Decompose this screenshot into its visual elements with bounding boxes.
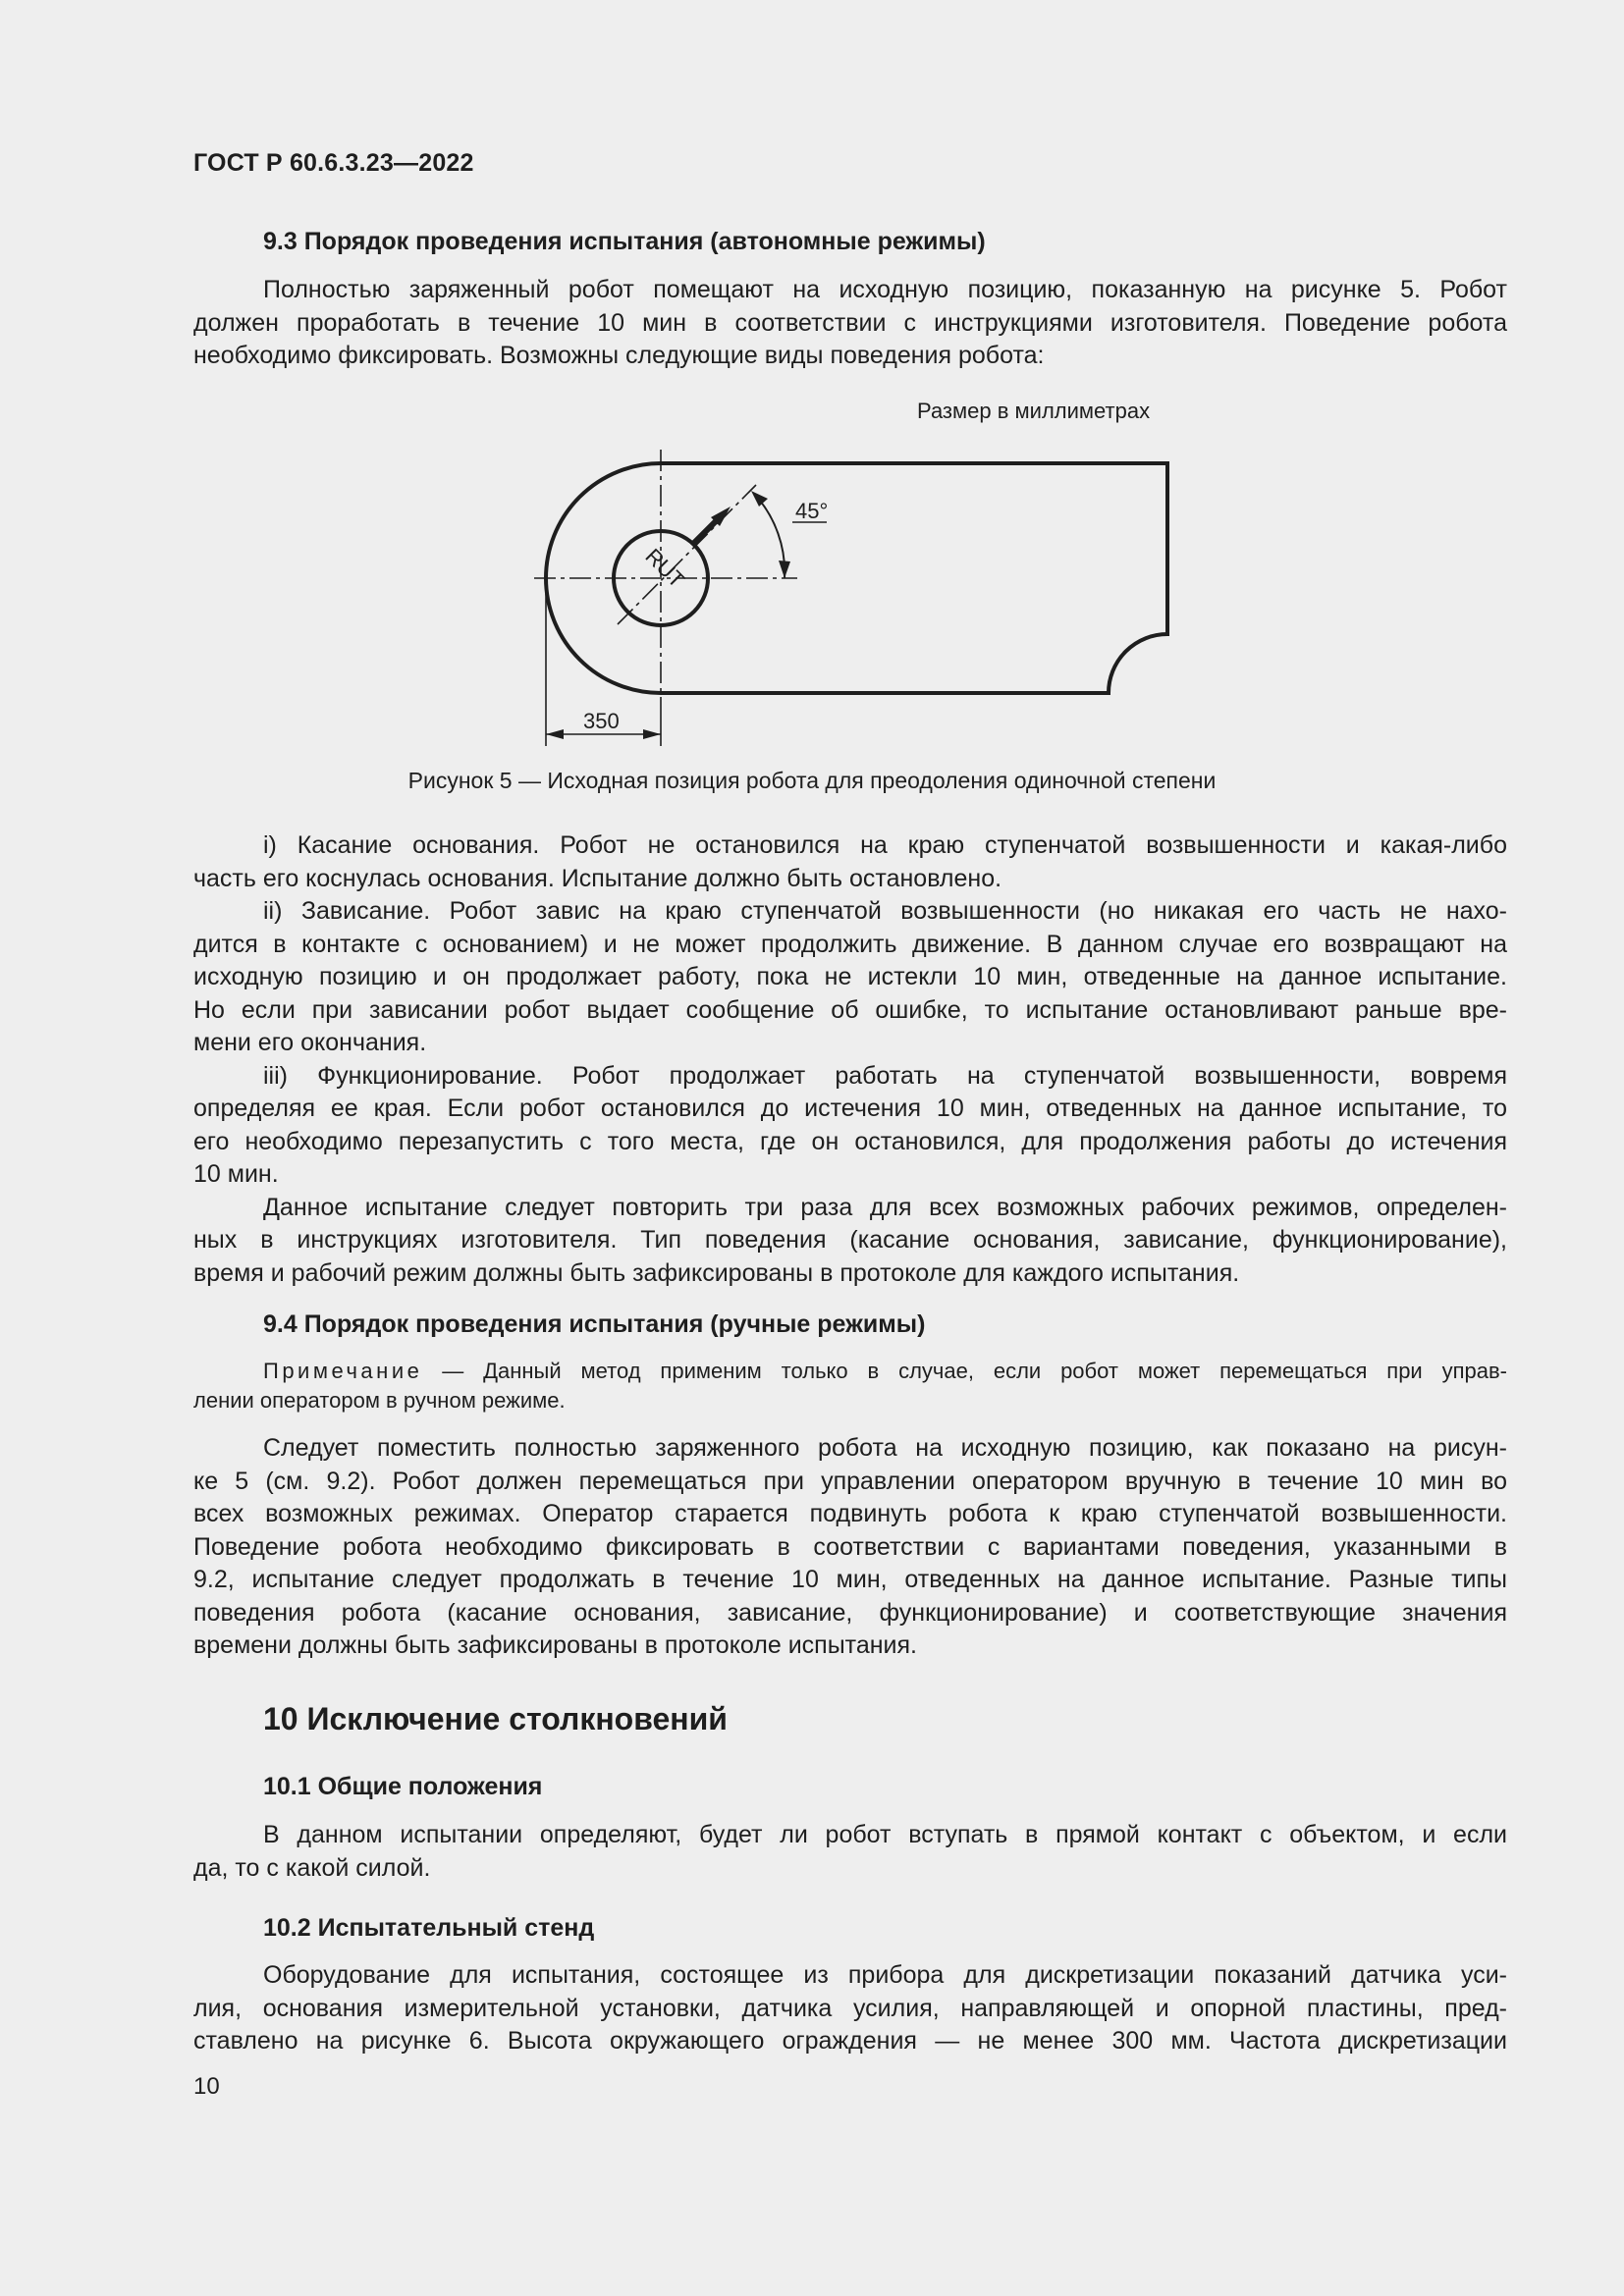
text-line: В данном испытании определяют, будет ли робот вступать в прямой контакт с объектом, и если bbox=[263, 1821, 1507, 1848]
text-line: 10 мин. bbox=[193, 1160, 279, 1188]
text-line: ставлено на рисунке 6. Высота окружающего ограждения — не менее 300 мм. Частота дискретизации bbox=[193, 2027, 1507, 2055]
text-line: i) Касание основания. Робот не остановился на краю ступенчатой возвышенности и какая-либо bbox=[263, 831, 1507, 859]
text-line bbox=[193, 1357, 1507, 1386]
dimension-arrow-right bbox=[643, 729, 661, 739]
text-line: времени должны быть зафиксированы в протоколе испытания. bbox=[193, 1631, 917, 1659]
text-line: часть его коснулась основания. Испытание должно быть остановлено. bbox=[193, 864, 1002, 892]
section-10-title: 10 Исключение столкновений bbox=[263, 1701, 728, 1736]
dimension-label: 350 bbox=[583, 709, 620, 733]
text-line: поведения робота (касание основания, зависание, функционирование) и соответствующие значения bbox=[193, 1598, 1507, 1627]
text-line: мени его окончания. bbox=[193, 1029, 427, 1056]
angle-arc bbox=[755, 495, 785, 578]
note-text: — Данный метод применим только в случае, если робот может перемещаться при управ- bbox=[422, 1359, 1507, 1383]
text-line: должен проработать в течение 10 мин в соответствии с инструкциями изготовителя. Поведение робота bbox=[193, 308, 1507, 337]
section-10-1-title: 10.1 Общие положения bbox=[263, 1773, 543, 1800]
text-line: ных в инструкциях изготовителя. Тип поведения (касание основания, зависание, функционирование), bbox=[193, 1226, 1507, 1254]
text-line: исходную позицию и он продолжает работу, пока не истекли 10 мин, отведенные на данное испытание. bbox=[193, 963, 1507, 990]
figure-5-caption: Рисунок 5 — Исходная позиция робота для преодоления одиночной степени bbox=[407, 768, 1217, 793]
platform-outline bbox=[546, 463, 1167, 693]
text-line: необходимо фиксировать. Возможны следующие виды поведения робота: bbox=[193, 342, 1045, 369]
text-line: всех возможных режимах. Оператор старается подвинуть робота к краю ступенчатой возвышенности. bbox=[193, 1500, 1507, 1527]
page-number: 10 bbox=[193, 2073, 220, 2100]
text-line: ii) Зависание. Робот завис на краю ступенчатой возвышенности (но никакая его часть не нахо- bbox=[263, 897, 1507, 925]
behaviors-list bbox=[193, 829, 1507, 1290]
text-line: Следует поместить полностью заряженного робота на исходную позицию, как показано на рисун- bbox=[263, 1434, 1507, 1462]
figure-units-note: Размер в миллиметрах bbox=[917, 399, 1151, 423]
text-line: Но если при зависании робот выдает сообщение об ошибке, то испытание остановливают раньше вре- bbox=[193, 995, 1507, 1024]
text-line: Поведение робота необходимо фиксировать в соответствии с вариантами поведения, указанными в bbox=[193, 1532, 1507, 1561]
section-10-2-title: 10.2 Испытательный стенд bbox=[263, 1914, 595, 1942]
text-line: дится в контакте с основанием) и не может продолжить движение. В данном случае его возвращают на bbox=[193, 930, 1507, 958]
text-line: Полностью заряженный робот помещают на исходную позицию, показанную на рисунке 5. Робот bbox=[263, 276, 1507, 303]
figure-5-drawing bbox=[511, 442, 1218, 756]
text-line: лении оператором в ручном режиме. bbox=[193, 1388, 566, 1413]
text-line: iii) Функционирование. Робот продолжает работать на ступенчатой возвышенности, вовремя bbox=[263, 1061, 1507, 1090]
text-line: его необходимо перезапустить с того места, где он остановился, для продолжения работы до истечения bbox=[193, 1127, 1507, 1155]
section-9-4-note bbox=[193, 1357, 1507, 1415]
text-line: ке 5 (см. 9.2). Робот должен перемещаться при управлении оператором вручную в течение 10 мин во bbox=[193, 1467, 1507, 1495]
angle-arrow-start bbox=[751, 491, 768, 507]
text-line: да, то с какой силой. bbox=[193, 1853, 431, 1882]
document-header: ГОСТ Р 60.6.3.23—2022 bbox=[193, 149, 474, 177]
section-9-4-body bbox=[193, 1432, 1507, 1663]
section-10-2-body bbox=[193, 1959, 1507, 2058]
section-9-3-intro bbox=[193, 274, 1507, 373]
section-9-4-title: 9.4 Порядок проведения испытания (ручные режимы) bbox=[263, 1310, 926, 1338]
note-label: Примечание bbox=[263, 1359, 423, 1383]
robot-label: RUT bbox=[640, 543, 690, 593]
section-9-3-title: 9.3 Порядок проведения испытания (автономные режимы) bbox=[263, 228, 986, 255]
angle-arrow-end bbox=[779, 561, 790, 578]
diagonal-direction-line bbox=[618, 485, 756, 624]
angle-label: 45° bbox=[795, 499, 829, 523]
text-line: определяя ее края. Если робот остановился до истечения 10 мин, отведенных на данное испытание, то bbox=[193, 1095, 1507, 1122]
dimension-arrow-left bbox=[546, 729, 564, 739]
text-line: лия, основания измерительной установки, датчика усилия, направляющей и опорной пластины, пред- bbox=[193, 1994, 1507, 2022]
text-line: Оборудование для испытания, состоящее из прибора для дискретизации показаний датчика уси- bbox=[263, 1961, 1507, 1989]
text-line: время и рабочий режим должны быть зафиксированы в протоколе для каждого испытания. bbox=[193, 1258, 1240, 1287]
text-line: Данное испытание следует повторить три раза для всех возможных рабочих режимов, определен- bbox=[263, 1193, 1507, 1221]
section-10-1-body bbox=[193, 1819, 1507, 1885]
text-line: 9.2, испытание следует продолжать в течение 10 мин, отведенных на данное испытание. Разные типы bbox=[193, 1566, 1507, 1593]
